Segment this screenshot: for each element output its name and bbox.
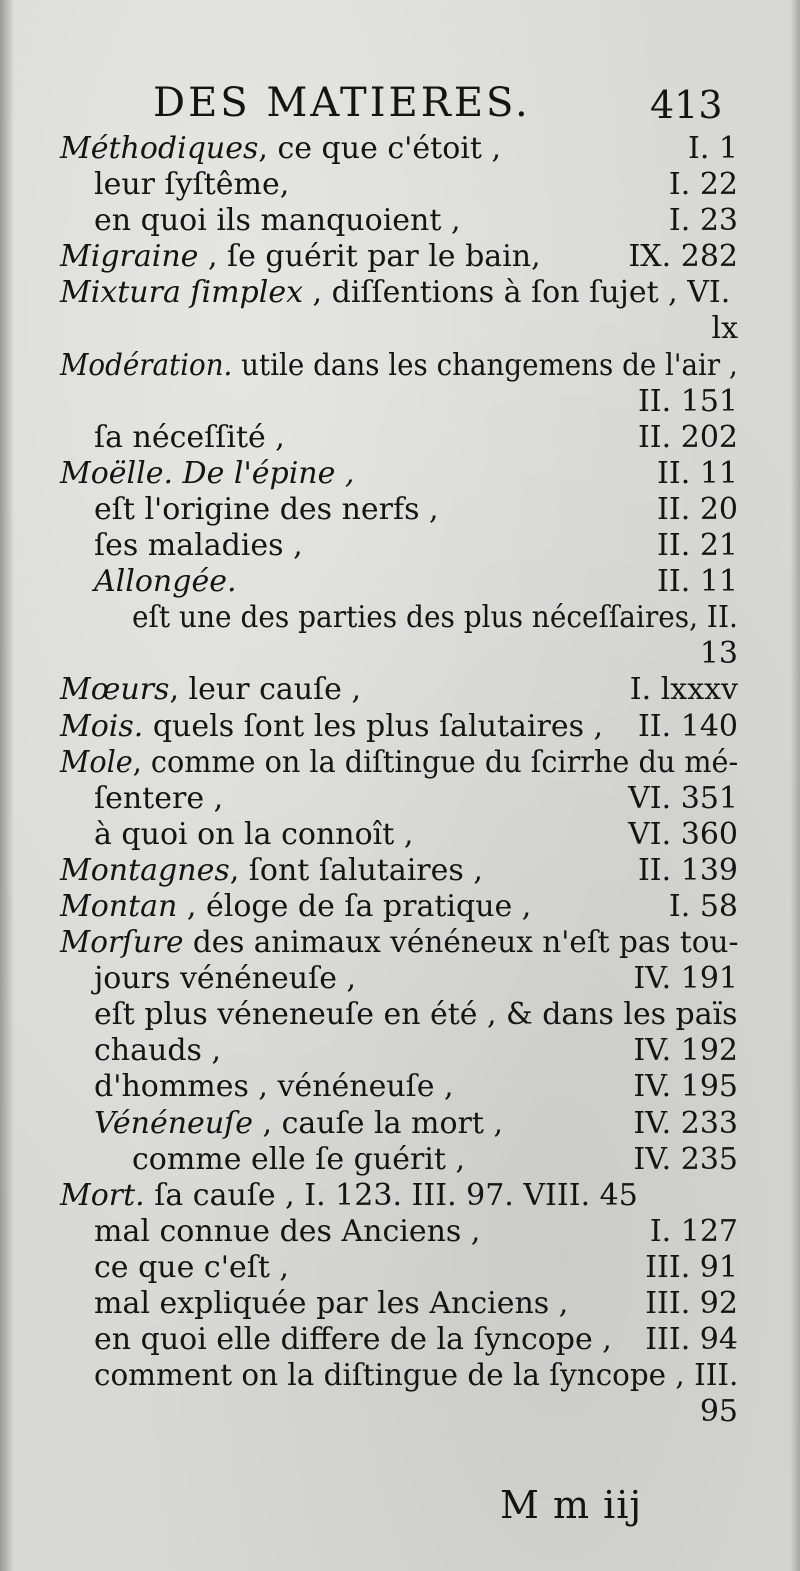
running-title: DES MATIERES. [153,80,531,126]
entry-term: Mixtura ſimplex [60,275,303,311]
entry-text [94,1033,221,1069]
entry-text [132,600,738,636]
index-line [0,239,800,275]
entry-term: Modération. [60,347,233,383]
entry-term: Moëlle. De l'épine , [60,455,355,491]
entry-description: ſa cauſe , I. 123. III. 97. VIII. 45 [144,1177,638,1213]
entry-description: , cauſe la mort , [253,1105,504,1141]
entry-term: Mois. [60,708,144,744]
entry-text [60,672,361,708]
entry-term: Morſure [60,925,184,961]
entry-reference: III. 91 [645,1249,738,1285]
running-header [0,78,800,128]
entry-description: à quoi on la connoît , [94,816,414,852]
entry-description: d'hommes , vénéneuſe , [94,1069,454,1105]
entry-text [60,853,483,889]
index-line [0,492,800,528]
entry-description: ce que c'eſt , [94,1249,289,1285]
entry-text [94,1069,454,1105]
entry-text [94,1106,503,1142]
entry-description: , éloge de ſa pratique , [177,888,532,924]
entry-description: utile dans les changemens de l'air , [232,347,738,383]
entry-reference: IX. 282 [628,239,738,275]
index-line [0,997,800,1033]
entry-term: Mœurs [60,672,170,708]
entry-text [60,456,354,492]
index-line [0,1069,800,1105]
index-line [0,275,800,311]
entry-description: en quoi ils manquoient , [94,203,461,239]
entry-description: ſes maladies , [94,528,303,564]
entry-text [60,131,501,167]
entry-description: eſt plus véneneuſe en été , & dans les païs [94,997,738,1033]
index-line [0,709,800,745]
entry-text [60,239,541,275]
index-line [0,1286,800,1322]
entry-text [94,528,303,564]
entry-description: chauds , [94,1033,222,1069]
entry-reference: I. 58 [668,888,738,924]
entry-reference: II. 11 [657,564,738,600]
entry-text [60,348,738,384]
entry-reference: I. 1 [687,131,738,166]
index-line [0,817,800,853]
entry-reference: I. lxxxv [629,672,738,708]
index-line [0,925,800,961]
index-line [0,1106,800,1142]
entry-text [94,997,738,1033]
entry-text [60,925,739,961]
index-line [0,961,800,997]
entry-text [94,1214,480,1250]
entry-reference: lx [711,311,738,347]
index-line [0,1033,800,1069]
entry-reference: IV. 233 [633,1105,738,1141]
index-line [0,1250,800,1286]
index-line [0,564,800,600]
entry-text [60,1178,638,1214]
entry-text [94,1322,612,1358]
index-line [0,1214,800,1250]
index-line [0,420,800,456]
entry-description: , ce que c'étoit , [258,131,502,166]
entry-reference: II. 21 [657,528,738,564]
entry-description: leur ſyſtême, [94,167,290,203]
entry-reference: I. 23 [668,203,738,239]
entry-reference: 95 [699,1394,738,1430]
entry-reference: I. 22 [668,167,738,203]
entry-term: Mole [60,744,133,780]
entry-reference: II. 140 [637,708,738,744]
entry-text [60,889,531,925]
entry-term: Montagnes [60,852,230,888]
entry-reference: IV. 191 [633,961,738,997]
index-line [0,1394,800,1430]
entry-description: ſentere , [94,780,224,816]
entry-description: ſa néceſſité , [94,419,285,455]
entry-reference: III. 94 [645,1322,738,1358]
entry-text [94,492,439,528]
index-line [0,203,800,239]
entry-description: , ſe guérit par le bain, [198,239,541,275]
entry-term: Allongée. [94,564,237,600]
entry-text [94,1286,568,1322]
index-line [0,853,800,889]
entry-description: eſt une des parties des plus néceſſaires, II. [132,600,738,636]
entry-description: des animaux vénéneux n'eſt pas tou- [183,925,739,961]
entry-reference: III. 92 [645,1286,738,1321]
index-line [0,456,800,492]
entry-term: Méthodiques [60,131,259,166]
entry-description: quels ſont les plus ſalutaires , [143,708,604,744]
entry-description: comme elle ſe guérit , [132,1141,466,1177]
entry-reference: IV. 195 [633,1069,738,1105]
index-line [0,1322,800,1358]
entry-description: , diſſentions à ſon ſujet , VI. [303,275,731,311]
signature-mark: M m iij [500,1483,643,1527]
entry-description: , ſont ſalutaires , [229,852,483,888]
index-line [0,311,800,347]
index-line [0,1358,800,1394]
entry-text [132,1142,465,1178]
entry-reference: II. 202 [637,419,738,455]
entry-text [94,781,223,817]
entry-text [60,709,603,745]
entry-reference: II. 151 [637,383,738,419]
index-line [0,672,800,708]
entry-text [94,817,413,853]
entry-text [60,275,730,311]
index-line [0,167,800,203]
index-line [0,781,800,817]
entry-text [94,1358,738,1394]
entry-description: jours vénéneuſe , [94,961,357,997]
entry-term: Mort. [60,1177,145,1213]
entry-reference: 13 [699,636,738,672]
entry-reference: II. 11 [657,455,738,491]
entry-term: Migraine [60,239,199,275]
entry-description: , comme on la diſtingue du ſcirrhe du mé- [132,744,739,780]
entry-reference: VI. 351 [628,780,738,816]
entry-text [94,203,461,239]
index-line [0,1142,800,1178]
entry-reference: II. 139 [637,852,738,888]
index-line [0,889,800,925]
entry-description: mal expliquée par les Anciens , [94,1286,569,1321]
entry-description: comment on la diſtingue de la ſyncope , III. [94,1358,739,1394]
entry-text [94,1250,289,1286]
index-line [0,745,800,781]
index-line [0,384,800,420]
index-line [0,600,800,636]
index-line [0,528,800,564]
entry-description: en quoi elle differe de la ſyncope , [94,1322,612,1358]
page-number: 413 [650,83,723,127]
index-line [0,1178,800,1214]
entry-text [94,961,356,997]
index-line [0,636,800,672]
entry-text [60,745,738,781]
entry-reference: VI. 360 [628,816,738,852]
entry-reference: IV. 192 [633,1033,738,1069]
entry-text [94,420,285,456]
index-entries [0,131,800,1430]
entry-term: Montan [60,888,178,924]
entry-text [94,167,289,203]
entry-description: eſt l'origine des nerfs , [94,491,439,527]
entry-text [94,564,237,600]
entry-reference: IV. 235 [633,1141,738,1177]
index-line [0,348,800,384]
entry-description: mal connue des Anciens , [94,1213,481,1249]
entry-reference: II. 20 [657,491,738,527]
entry-reference: I. 127 [649,1213,738,1249]
entry-term: Vénéneuſe [94,1105,253,1141]
index-line [0,131,800,167]
entry-description: , leur cauſe , [169,672,362,708]
